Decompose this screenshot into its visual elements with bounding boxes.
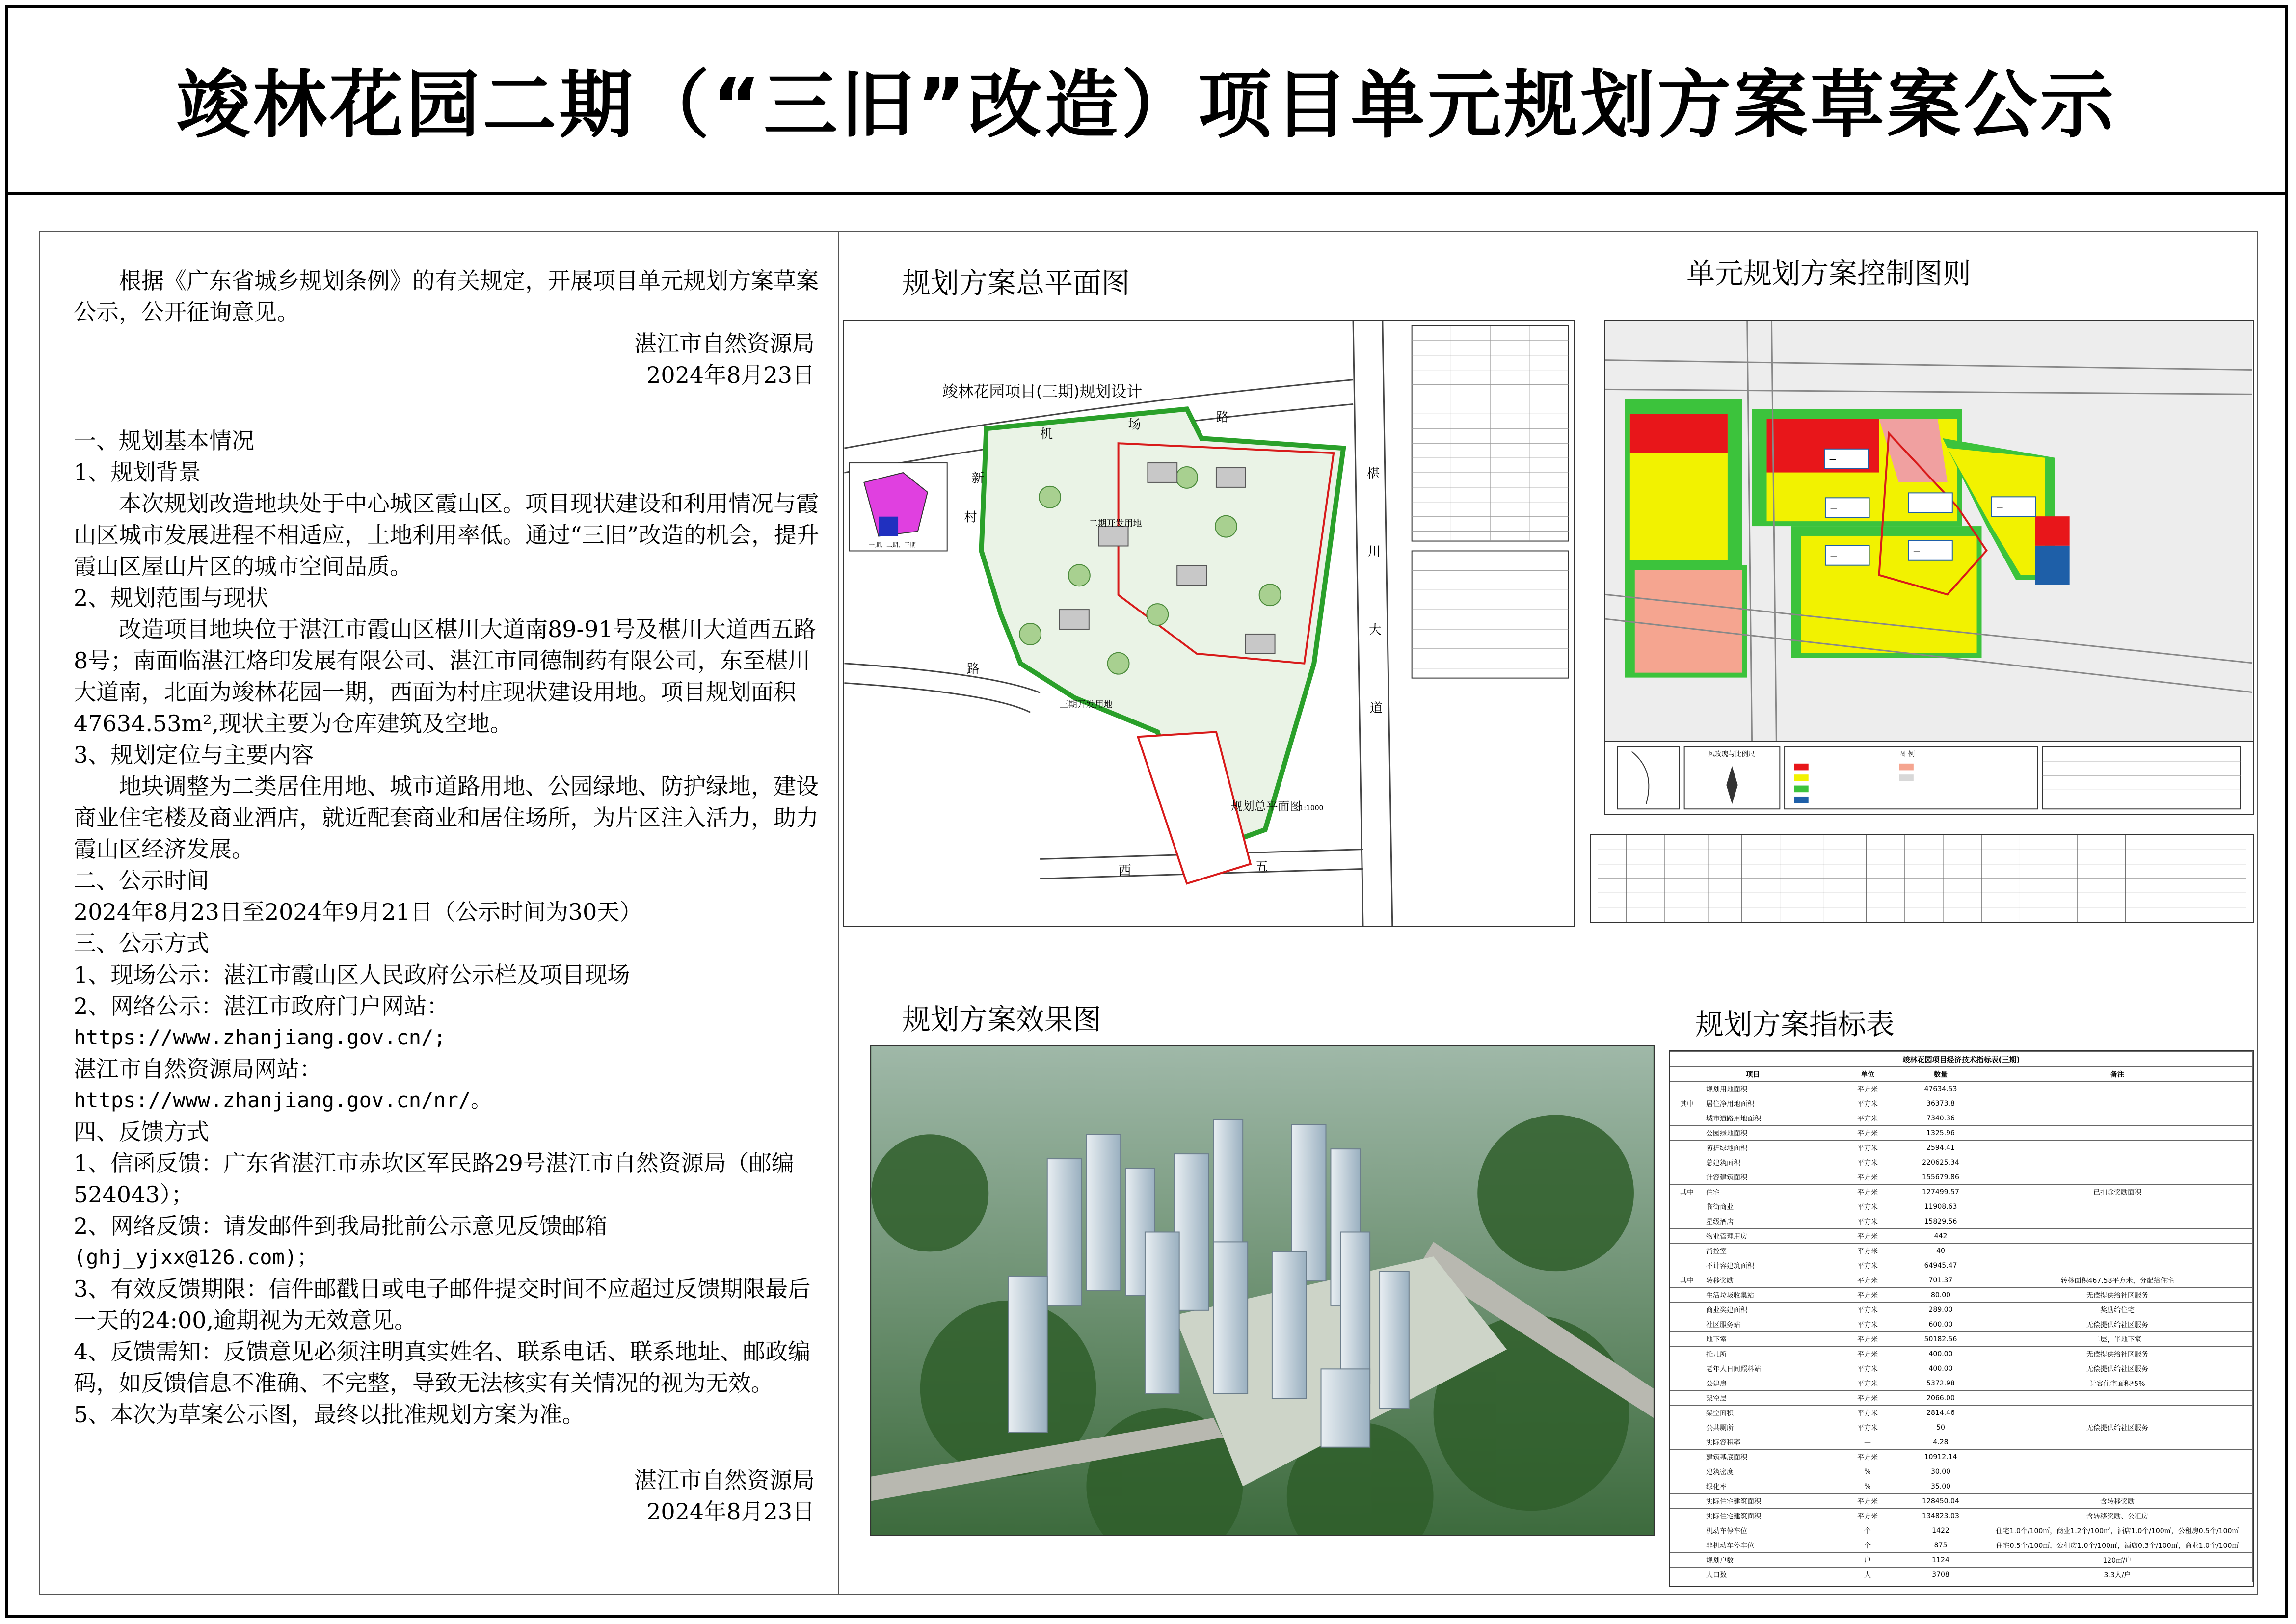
section-3-1: 1、现场公示：湛江市霞山区人民政府公示栏及项目现场 (74, 961, 630, 988)
index-table-row (1670, 1111, 2253, 1126)
index-cell-qty: 30.00 (1899, 1464, 1982, 1479)
index-cell-item: 物业管理用房 (1704, 1229, 1836, 1244)
index-cell-qty: 400.00 (1899, 1347, 1982, 1361)
index-cell-item: 实际容积率 (1704, 1435, 1836, 1450)
index-cell-unit: 平方米 (1836, 1096, 1899, 1111)
road-char-1: 场 (1128, 417, 1141, 432)
section-1-2-heading: 2、规划范围与现状 (74, 585, 269, 611)
road-char-3: 椹 (1366, 466, 1380, 481)
index-cell-note (1982, 1126, 2253, 1141)
index-table-row (1670, 1509, 2253, 1523)
index-cell-qty: 36373.8 (1899, 1096, 1982, 1111)
index-cell-qty: 40 (1899, 1244, 1982, 1258)
footer-org: 湛江市自然资源局 (634, 1467, 815, 1493)
index-table-row (1670, 1376, 2253, 1391)
index-table-row (1670, 1273, 2253, 1288)
index-cell-unit: 平方米 (1836, 1317, 1899, 1332)
index-cell-qty: 155679.86 (1899, 1170, 1982, 1185)
road-char-8: 五 (1255, 859, 1268, 875)
site-plan-drawing (844, 321, 1574, 926)
index-cell-item: 防护绿地面积 (1704, 1141, 1836, 1155)
index-cell-group (1670, 1568, 1704, 1582)
title-bar (5, 5, 2288, 195)
index-cell-unit: 平方米 (1836, 1229, 1899, 1244)
index-cell-qty: 3708 (1899, 1568, 1982, 1582)
index-cell-unit: 平方米 (1836, 1273, 1899, 1288)
index-cell-qty: 220625.34 (1899, 1155, 1982, 1170)
index-cell-note: 计容住宅面积*5% (1982, 1376, 2253, 1391)
index-header-qty: 数量 (1899, 1067, 1982, 1082)
index-cell-unit: 平方米 (1836, 1420, 1899, 1435)
road-char-2: 路 (1216, 410, 1229, 425)
index-cell-note: 120㎡/户 (1982, 1553, 2253, 1568)
control-legend-drawing (1605, 742, 2253, 814)
index-cell-item: 转移奖励 (1704, 1273, 1836, 1288)
index-cell-group (1670, 1199, 1704, 1214)
index-cell-unit: 平方米 (1836, 1391, 1899, 1406)
index-table-row (1670, 1479, 2253, 1494)
index-cell-group (1670, 1406, 1704, 1420)
index-cell-note: 无偿提供给社区服务 (1982, 1420, 2253, 1435)
index-cell-item: 规划户数 (1704, 1553, 1836, 1568)
control-plan-label: 单元规划方案控制图则 (1686, 257, 1972, 290)
section-3-3: 湛江市自然资源局网站： (74, 1056, 322, 1082)
section-4-5: 5、本次为草案公示图，最终以批准规划方案为准。 (74, 1401, 585, 1428)
index-cell-unit: 平方米 (1836, 1450, 1899, 1464)
index-cell-item: 公园绿地面积 (1704, 1126, 1836, 1141)
index-cell-note (1982, 1082, 2253, 1096)
index-cell-note: 含转移奖励、公租房 (1982, 1509, 2253, 1523)
index-cell-qty: 50 (1899, 1420, 1982, 1435)
index-cell-unit: 平方米 (1836, 1376, 1899, 1391)
index-table-row (1670, 1170, 2253, 1185)
road-char-11: 路 (966, 662, 980, 677)
index-cell-note (1982, 1406, 2253, 1420)
index-cell-unit: % (1836, 1479, 1899, 1494)
index-cell-qty: 875 (1899, 1538, 1982, 1553)
index-cell-item: 绿化率 (1704, 1479, 1836, 1494)
index-table-row (1670, 1082, 2253, 1096)
index-cell-note: 奖励给住宅 (1982, 1303, 2253, 1317)
index-table-row (1670, 1317, 2253, 1332)
index-cell-qty: 1124 (1899, 1553, 1982, 1568)
index-table-row (1670, 1494, 2253, 1509)
index-table-row (1670, 1185, 2253, 1199)
index-cell-qty: 80.00 (1899, 1288, 1982, 1303)
road-char-9: 新 (971, 471, 985, 486)
section-4-4: 4、反馈需知：反馈意见必须注明真实姓名、联系电话、联系地址、邮政编码，如反馈信息不准确、不完整，导致无法核实有关情况的视为无效。 (74, 1338, 811, 1396)
control-data-table (1590, 834, 2254, 923)
intro-date: 2024年8月23日 (646, 362, 815, 388)
index-cell-item: 住宅 (1704, 1185, 1836, 1199)
intro-text: 根据《广东省城乡规划条例》的有关规定，开展项目单元规划方案草案公示，公开征询意见。 (74, 267, 819, 325)
index-cell-group (1670, 1538, 1704, 1553)
index-cell-note (1982, 1244, 2253, 1258)
index-cell-note (1982, 1141, 2253, 1155)
index-cell-item: 地下室 (1704, 1332, 1836, 1347)
index-cell-unit: 平方米 (1836, 1361, 1899, 1376)
index-cell-qty: 64945.47 (1899, 1258, 1982, 1273)
index-cell-unit: 平方米 (1836, 1155, 1899, 1170)
index-cell-note: 已扣除奖励面积 (1982, 1185, 2253, 1199)
index-header-unit: 单位 (1836, 1067, 1899, 1082)
index-cell-item: 人口数 (1704, 1568, 1836, 1582)
site-plan-panel (843, 320, 1575, 927)
lot-code-1: — (1830, 505, 1837, 513)
index-cell-group (1670, 1347, 1704, 1361)
index-cell-unit: 平方米 (1836, 1185, 1899, 1199)
index-cell-group (1670, 1376, 1704, 1391)
index-cell-unit: 平方米 (1836, 1170, 1899, 1185)
index-table-row (1670, 1450, 2253, 1464)
index-table-row (1670, 1347, 2253, 1361)
index-table-row (1670, 1568, 2253, 1582)
index-cell-qty: 1325.96 (1899, 1126, 1982, 1141)
section-1-2-text: 改造项目地块位于湛江市霞山区椹川大道南89-91号及椹川大道西五路8号；南面临湛江烙印发展有限公司、湛江市同德制药有限公司，东至椹川大道南，北面为竣林花园一期，西面为村庄现状建设用地。项目规划面积47634.53m²,现状主要为仓库建筑及空地。 (74, 616, 816, 737)
index-cell-qty: 4.28 (1899, 1435, 1982, 1450)
zone-label-phase2: 二期开发用地 (1089, 518, 1142, 529)
site-plan-label: 规划方案总平面图 (902, 266, 1130, 300)
index-cell-unit: 平方米 (1836, 1406, 1899, 1420)
index-cell-unit: 平方米 (1836, 1141, 1899, 1155)
index-cell-qty: 2066.00 (1899, 1391, 1982, 1406)
index-cell-group (1670, 1494, 1704, 1509)
index-cell-qty: 2814.46 (1899, 1406, 1982, 1420)
index-table-row (1670, 1420, 2253, 1435)
road-char-5: 大 (1368, 622, 1382, 638)
footer-date: 2024年8月23日 (646, 1498, 815, 1525)
index-cell-qty: 442 (1899, 1229, 1982, 1244)
index-table-row (1670, 1464, 2253, 1479)
index-cell-unit: 平方米 (1836, 1258, 1899, 1273)
lot-code-0: — (1829, 455, 1836, 464)
index-table-row (1670, 1303, 2253, 1317)
section-1-1-text: 本次规划改造地块处于中心城区霞山区。项目现状建设和利用情况与霞山区城市发展进程不相适应，土地利用率低。通过“三旧”改造的机会，提升霞山区屋山片区的城市空间品质。 (74, 490, 820, 580)
index-cell-group (1670, 1391, 1704, 1406)
site-plan-map-title: 竣林花园项目(三期)规划设计 (942, 382, 1143, 401)
section-1-3-heading: 3、规划定位与主要内容 (74, 742, 314, 768)
index-table-grid (1670, 1051, 2253, 1582)
index-table-caption: 竣林花园项目经济技术指标表(三期) (1670, 1052, 2253, 1067)
road-char-10: 村 (964, 510, 977, 525)
control-data-grid (1591, 835, 2253, 922)
inset-label: 一期、二期、三期 (869, 541, 916, 549)
index-table-body (1670, 1082, 2253, 1582)
index-table-row (1670, 1258, 2253, 1273)
index-cell-group (1670, 1288, 1704, 1303)
index-cell-qty: 5372.98 (1899, 1376, 1982, 1391)
index-cell-group (1670, 1258, 1704, 1273)
index-cell-group (1670, 1214, 1704, 1229)
index-cell-item: 生活垃圾收集站 (1704, 1288, 1836, 1303)
site-plan-legend (1412, 551, 1569, 678)
index-table-row (1670, 1288, 2253, 1303)
column-divider (838, 231, 839, 1595)
section-4-heading: 四、反馈方式 (74, 1118, 209, 1145)
index-cell-group (1670, 1332, 1704, 1347)
zone-label-phase3: 三期开发用地 (1059, 699, 1113, 710)
index-table-row (1670, 1229, 2253, 1244)
index-table-row (1670, 1214, 2253, 1229)
index-cell-item: 居住净用地面积 (1704, 1096, 1836, 1111)
index-cell-item: 实际住宅建筑面积 (1704, 1494, 1836, 1509)
index-cell-qty: 7340.36 (1899, 1111, 1982, 1126)
index-cell-note (1982, 1258, 2253, 1273)
index-cell-item: 非机动车停车位 (1704, 1538, 1836, 1553)
index-cell-item: 架空层 (1704, 1391, 1836, 1406)
index-cell-item: 机动车停车位 (1704, 1523, 1836, 1538)
index-cell-note (1982, 1096, 2253, 1111)
index-cell-note: 无偿提供给社区服务 (1982, 1317, 2253, 1332)
index-cell-group: 其中 (1670, 1273, 1704, 1288)
render-drawing (871, 1046, 1654, 1535)
section-3-2: 2、网络公示：湛江市政府门户网站： (74, 993, 450, 1019)
site-plan-scale-label: 规划总平面图 (1230, 799, 1302, 813)
index-cell-group: 其中 (1670, 1185, 1704, 1199)
index-cell-note (1982, 1214, 2253, 1229)
notice-text (74, 265, 820, 1527)
index-cell-group (1670, 1303, 1704, 1317)
section-2-heading: 二、公示时间 (74, 867, 209, 894)
index-cell-group (1670, 1229, 1704, 1244)
gov-portal-link[interactable]: https://www.zhanjiang.gov.cn/; (74, 1025, 446, 1049)
index-cell-unit: 平方米 (1836, 1082, 1899, 1096)
index-table-row (1670, 1538, 2253, 1553)
index-table-row (1670, 1141, 2253, 1155)
index-cell-item: 临街商业 (1704, 1199, 1836, 1214)
index-cell-item: 实际住宅建筑面积 (1704, 1509, 1836, 1523)
index-cell-qty: 1422 (1899, 1523, 1982, 1538)
section-3-heading: 三、公示方式 (74, 930, 209, 957)
index-table-row (1670, 1406, 2253, 1420)
index-cell-unit: 平方米 (1836, 1303, 1899, 1317)
index-cell-qty: 127499.57 (1899, 1185, 1982, 1199)
index-table-row (1670, 1332, 2253, 1347)
index-table-row (1670, 1553, 2253, 1568)
lot-code-2: — (1913, 500, 1921, 508)
index-cell-qty: 134823.03 (1899, 1509, 1982, 1523)
index-table-row (1670, 1361, 2253, 1376)
index-cell-group (1670, 1244, 1704, 1258)
lot-code-4: — (1830, 552, 1837, 560)
index-cell-item: 托儿所 (1704, 1347, 1836, 1361)
index-cell-group (1670, 1509, 1704, 1523)
section-4-3: 3、有效反馈期限：信件邮戳日或电子邮件提交时间不应超过反馈期限最后一天的24:00,逾期视为无效意见。 (74, 1276, 811, 1333)
index-cell-item: 不计容建筑面积 (1704, 1258, 1836, 1273)
index-cell-group (1670, 1523, 1704, 1538)
index-table-row (1670, 1244, 2253, 1258)
road-char-6: 道 (1369, 701, 1383, 716)
index-cell-unit: 个 (1836, 1523, 1899, 1538)
site-plan-scale: 1:1000 (1299, 804, 1324, 812)
index-table-row (1670, 1391, 2253, 1406)
index-cell-note: 含转移奖励 (1982, 1494, 2253, 1509)
index-cell-unit: 平方米 (1836, 1199, 1899, 1214)
control-legend-strip (1604, 741, 2254, 815)
index-cell-unit: 平方米 (1836, 1126, 1899, 1141)
index-cell-unit: 平方米 (1836, 1244, 1899, 1258)
index-table-row (1670, 1096, 2253, 1111)
page-title: 竣林花园二期（“三旧”改造）项目单元规划方案草案公示 (176, 63, 2117, 148)
index-cell-note: 无偿提供给社区服务 (1982, 1288, 2253, 1303)
index-cell-note: 无偿提供给社区服务 (1982, 1361, 2253, 1376)
index-cell-group (1670, 1361, 1704, 1376)
index-cell-item: 城市道路用地面积 (1704, 1111, 1836, 1126)
section-4-2: 2、网络反馈：请发邮件到我局批前公示意见反馈邮箱 (74, 1213, 608, 1239)
index-cell-note (1982, 1391, 2253, 1406)
index-cell-item: 建筑密度 (1704, 1464, 1836, 1479)
index-cell-unit: 平方米 (1836, 1111, 1899, 1126)
index-cell-unit: 平方米 (1836, 1288, 1899, 1303)
index-cell-item: 计容建筑面积 (1704, 1170, 1836, 1185)
index-cell-group (1670, 1082, 1704, 1096)
index-cell-item: 商业奖建面积 (1704, 1303, 1836, 1317)
index-label: 规划方案指标表 (1695, 1008, 1895, 1041)
index-cell-note: 无偿提供给社区服务 (1982, 1347, 2253, 1361)
index-cell-item: 社区服务站 (1704, 1317, 1836, 1332)
index-cell-item: 架空面积 (1704, 1406, 1836, 1420)
index-cell-qty: 128450.04 (1899, 1494, 1982, 1509)
index-table-row (1670, 1155, 2253, 1170)
index-cell-item: 建筑基底面积 (1704, 1450, 1836, 1464)
index-cell-unit: 个 (1836, 1538, 1899, 1553)
index-cell-qty: 15829.56 (1899, 1214, 1982, 1229)
index-cell-unit: 平方米 (1836, 1494, 1899, 1509)
index-cell-item: 老年人日间照料站 (1704, 1361, 1836, 1376)
index-cell-qty: 600.00 (1899, 1317, 1982, 1332)
wind-rose-title: 风玫瑰与比例尺 (1708, 750, 1755, 759)
index-cell-group (1670, 1450, 1704, 1464)
index-cell-group (1670, 1479, 1704, 1494)
index-cell-group (1670, 1126, 1704, 1141)
index-header-item: 项目 (1670, 1067, 1836, 1082)
index-cell-group (1670, 1435, 1704, 1450)
control-plan-panel (1604, 320, 2254, 746)
render-image (870, 1045, 1655, 1536)
index-cell-note: 转移面积467.58平方米，分配给住宅 (1982, 1273, 2253, 1288)
index-cell-group (1670, 1170, 1704, 1185)
intro-org: 湛江市自然资源局 (634, 330, 815, 357)
index-cell-item: 星级酒店 (1704, 1214, 1836, 1229)
index-cell-group: 其中 (1670, 1096, 1704, 1111)
index-cell-qty: 35.00 (1899, 1479, 1982, 1494)
index-cell-unit: 平方米 (1836, 1509, 1899, 1523)
index-cell-qty: 50182.56 (1899, 1332, 1982, 1347)
legend-title: 图 例 (1899, 750, 1915, 759)
index-cell-unit: 平方米 (1836, 1332, 1899, 1347)
index-cell-qty: 701.37 (1899, 1273, 1982, 1288)
index-cell-group (1670, 1141, 1704, 1155)
control-plan-map (1605, 321, 2253, 745)
road-char-7: 西 (1118, 863, 1131, 879)
index-cell-qty: 289.00 (1899, 1303, 1982, 1317)
lot-code-5: — (1913, 547, 1921, 556)
index-cell-note (1982, 1199, 2253, 1214)
section-2-text: 2024年8月23日至2024年9月21日（公示时间为30天） (74, 899, 642, 925)
index-cell-qty: 2594.41 (1899, 1141, 1982, 1155)
index-cell-item: 公共厕所 (1704, 1420, 1836, 1435)
index-cell-group (1670, 1317, 1704, 1332)
index-cell-note (1982, 1450, 2253, 1464)
index-cell-unit: — (1836, 1435, 1899, 1450)
index-cell-note (1982, 1170, 2253, 1185)
index-cell-note: 3.3人/户 (1982, 1568, 2253, 1582)
index-table-row (1670, 1199, 2253, 1214)
index-cell-group (1670, 1464, 1704, 1479)
index-cell-group (1670, 1420, 1704, 1435)
index-cell-note: 住宅1.0个/100㎡，商业1.2个/100㎡，酒店1.0个/100㎡，公租房0.5个/100㎡ (1982, 1523, 2253, 1538)
index-cell-unit: % (1836, 1464, 1899, 1479)
index-cell-note: 二层，半地下室 (1982, 1332, 2253, 1347)
index-table-row (1670, 1523, 2253, 1538)
index-table-row (1670, 1126, 2253, 1141)
index-cell-item: 总建筑面积 (1704, 1155, 1836, 1170)
index-cell-note (1982, 1229, 2253, 1244)
index-cell-item: 公建房 (1704, 1376, 1836, 1391)
index-cell-unit: 平方米 (1836, 1347, 1899, 1361)
section-1-1-heading: 1、规划背景 (74, 459, 201, 485)
index-cell-qty: 11908.63 (1899, 1199, 1982, 1214)
feedback-email[interactable]: (ghj_yjxx@126.com)； (74, 1245, 318, 1269)
index-cell-item: 规划用地面积 (1704, 1082, 1836, 1096)
index-cell-note (1982, 1464, 2253, 1479)
index-cell-group (1670, 1553, 1704, 1568)
index-cell-group (1670, 1155, 1704, 1170)
bureau-site-link[interactable]: https://www.zhanjiang.gov.cn/nr/。 (74, 1088, 492, 1112)
index-header-note: 备注 (1982, 1067, 2253, 1082)
index-cell-note (1982, 1155, 2253, 1170)
index-cell-note (1982, 1111, 2253, 1126)
index-cell-unit: 人 (1836, 1568, 1899, 1582)
index-cell-qty: 400.00 (1899, 1361, 1982, 1376)
index-cell-unit: 平方米 (1836, 1214, 1899, 1229)
lot-code-3: — (1996, 504, 2003, 512)
index-cell-qty: 47634.53 (1899, 1082, 1982, 1096)
road-char-4: 川 (1367, 544, 1381, 559)
road-char-0: 机 (1040, 427, 1053, 442)
index-table (1669, 1050, 2254, 1587)
section-1-3-text: 地块调整为二类居住用地、城市道路用地、公园绿地、防护绿地，建设商业住宅楼及商业酒店，就近配套商业和居住场所，为片区注入活力，助力霞山区经济发展。 (74, 773, 819, 862)
index-cell-note (1982, 1479, 2253, 1494)
render-label: 规划方案效果图 (902, 1003, 1102, 1036)
index-table-row (1670, 1435, 2253, 1450)
index-cell-note: 住宅0.5个/100㎡，公租房1.0个/100㎡，酒店0.3个/100㎡，商业1.0个/100㎡ (1982, 1538, 2253, 1553)
index-cell-note (1982, 1435, 2253, 1450)
index-cell-item: 消控室 (1704, 1244, 1836, 1258)
section-1-heading: 一、规划基本情况 (74, 427, 254, 454)
index-cell-qty: 10912.14 (1899, 1450, 1982, 1464)
section-4-1: 1、信函反馈：广东省湛江市赤坎区军民路29号湛江市自然资源局（邮编524043）； (74, 1150, 794, 1208)
index-cell-unit: 户 (1836, 1553, 1899, 1568)
index-cell-group (1670, 1111, 1704, 1126)
